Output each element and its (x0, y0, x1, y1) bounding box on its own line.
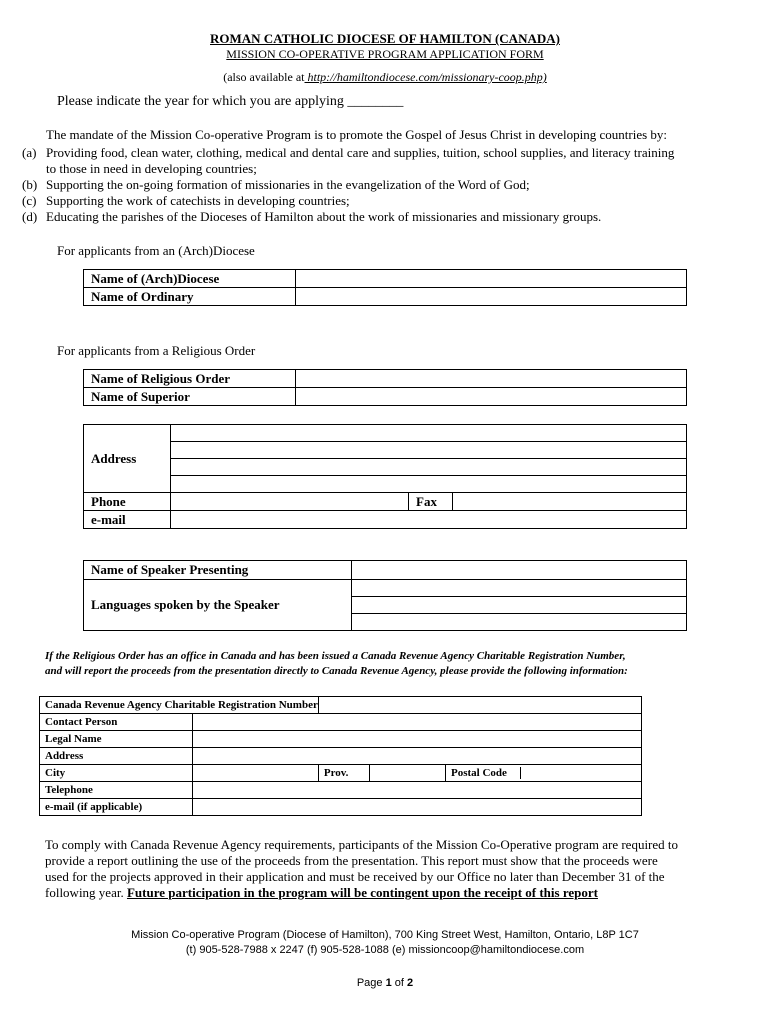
phone-field[interactable] (171, 493, 409, 511)
telephone-field[interactable] (192, 782, 641, 799)
ordinary-name-label: Name of Ordinary (84, 288, 296, 306)
footer-contact: (t) 905-528-7988 x 2247 (f) 905-528-1088 (e) missioncoop@hamiltondiocese.com (185, 944, 585, 956)
contact-person-field[interactable] (192, 714, 641, 731)
also-available-prefix: (also available at (223, 70, 305, 84)
order-table (83, 369, 687, 406)
contingency-notice: Future participation in the program will be contingent upon the receipt of this report (126, 885, 598, 900)
superior-name-field[interactable] (296, 388, 687, 406)
cra-notice-line-2: and will report the proceeds from the presentation directly to Canada Revenue Agency, please provide the following information: (45, 665, 628, 677)
mandate-text: Providing food, clean water, clothing, medical and dental care and supplies, tuition, school supplies, and literacy training (46, 145, 675, 160)
page-number (0, 977, 770, 989)
compliance-line-2: provide a report outlining the use of the proceeds from the presentation. This report must show that the proceeds were (45, 853, 658, 868)
page-total: 2 (407, 977, 414, 989)
email-label: e-mail (84, 511, 171, 529)
mandate-marker: (a) (22, 145, 37, 160)
diocese-table (83, 269, 687, 306)
page-prefix: Page (356, 977, 386, 989)
legal-name-field[interactable] (192, 731, 641, 748)
cra-reg-field[interactable] (318, 697, 641, 714)
languages-label: Languages spoken by the Speaker (84, 580, 352, 631)
mandate-text: Supporting the on-going formation of missionaries in the evangelization of the Word of God; (46, 177, 530, 192)
postal-code-label: Postal Code (446, 767, 521, 779)
mandate-item-c (22, 193, 350, 209)
footer-address: Mission Co-operative Program (Diocese of Hamilton), 700 King Street West, Hamilton, Ontario, L8P 1C7 (131, 929, 639, 941)
website-link[interactable]: http://hamiltondiocese.com/missionary-coop.php) (304, 70, 547, 84)
email-field[interactable] (171, 511, 687, 529)
address-field-line-4[interactable] (171, 476, 687, 493)
languages-field-line-1[interactable] (352, 580, 687, 597)
contact-person-label: Contact Person (40, 714, 193, 731)
cra-reg-label: Canada Revenue Agency Charitable Registration Number (40, 697, 319, 714)
year-prompt: Please indicate the year for which you are applying ________ (57, 94, 404, 109)
compliance-paragraph (45, 837, 727, 901)
speaker-name-field[interactable] (352, 561, 687, 580)
cra-table (39, 696, 642, 816)
compliance-line-3: used for the projects approved in their application and must be received by our Office no later than December 31 of the (45, 869, 665, 884)
cra-notice-line-1: If the Religious Order has an office in Canada and has been issued a Canada Revenue Agency Charitable Registration Number, (45, 650, 626, 662)
cra-email-field[interactable] (192, 799, 641, 816)
diocese-heading: For applicants from an (Arch)Diocese (57, 243, 255, 258)
legal-name-label: Legal Name (40, 731, 193, 748)
speaker-name-label: Name of Speaker Presenting (84, 561, 352, 580)
contact-table (83, 424, 687, 529)
speaker-table (83, 560, 687, 631)
mandate-marker: (c) (22, 193, 37, 208)
cra-email-label: e-mail (if applicable) (40, 799, 193, 816)
city-field[interactable] (192, 765, 318, 782)
order-name-field[interactable] (296, 370, 687, 388)
mandate-intro: The mandate of the Mission Co-operative Program is to promote the Gospel of Jesus Christ in developing countries by: (46, 127, 668, 142)
mandate-text: Educating the parishes of the Dioceses of Hamilton about the work of missionaries and missionary groups. (46, 209, 602, 224)
city-label: City (40, 765, 193, 782)
order-name-label: Name of Religious Order (84, 370, 296, 388)
also-available-line (0, 70, 770, 85)
mandate-text: Supporting the work of catechists in developing countries; (46, 193, 350, 208)
compliance-line-4 (45, 885, 727, 901)
address-label: Address (84, 425, 171, 493)
mandate-marker: (d) (22, 209, 38, 224)
phone-label: Phone (84, 493, 171, 511)
page-of: of (391, 977, 408, 989)
prov-label: Prov. (318, 765, 369, 782)
superior-name-label: Name of Superior (84, 388, 296, 406)
compliance-line-4-text: following year. (45, 885, 127, 900)
page-current: 1 (385, 977, 392, 989)
fax-field[interactable] (453, 493, 687, 511)
order-heading: For applicants from a Religious Order (57, 343, 256, 358)
languages-field-line-3[interactable] (352, 614, 687, 631)
telephone-label: Telephone (40, 782, 193, 799)
diocese-name-label: Name of (Arch)Diocese (84, 270, 296, 288)
compliance-line-1: To comply with Canada Revenue Agency requirements, participants of the Mission Co-Operative program are required to (45, 837, 679, 852)
mandate-item-b (22, 177, 530, 193)
postal-cell (446, 765, 642, 782)
mandate-item-a-cont: to those in need in developing countries; (46, 161, 257, 176)
cra-address-field[interactable] (192, 748, 641, 765)
address-field-line-1[interactable] (171, 425, 687, 442)
form-subtitle: MISSION CO-OPERATIVE PROGRAM APPLICATION FORM (226, 47, 544, 61)
fax-label: Fax (409, 493, 453, 511)
document-title: ROMAN CATHOLIC DIOCESE OF HAMILTON (CANADA) (210, 31, 560, 46)
ordinary-name-field[interactable] (296, 288, 687, 306)
mandate-item-a (22, 145, 675, 161)
address-field-line-3[interactable] (171, 459, 687, 476)
mandate-marker: (b) (22, 177, 38, 192)
diocese-name-field[interactable] (296, 270, 687, 288)
address-field-line-2[interactable] (171, 442, 687, 459)
languages-field-line-2[interactable] (352, 597, 687, 614)
prov-field[interactable] (370, 765, 446, 782)
cra-address-label: Address (40, 748, 193, 765)
mandate-item-d (22, 209, 602, 225)
